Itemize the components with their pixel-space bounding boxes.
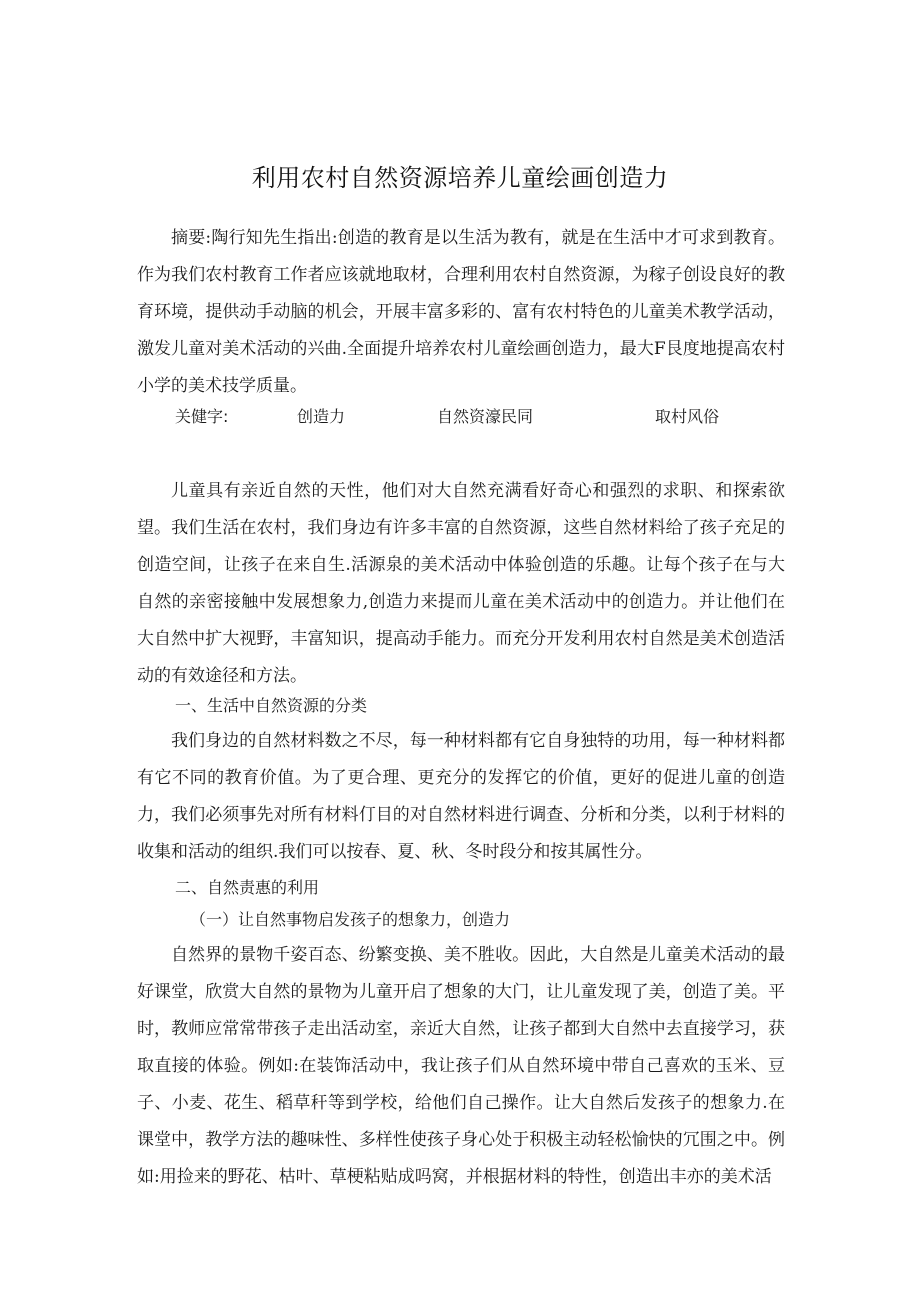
keyword-item: 自然资濠民同 [437, 407, 534, 426]
intro-paragraph: 儿童具有亲近自然的天性，他们对大自然充满看好奇心和强烈的求职、和探索欲望。我们生活在农村，我们身边有许多丰富的自然资源，这些自然材料给了孩子充足的创造空间，让孩子在来自生.活源泉的美术活动中体验创造的乐趣。让每个孩子在与大自然的亲密接触中发展想象力,创造力来提而儿童在美术活动中的创造力。并让他们在大自然中扩大视野，丰富知识，提高动手能力。而充分开发利用农村自然是美术创造活动的有效途径和方法。 [137, 481, 785, 686]
keyword-item: 取村风俗 [655, 407, 720, 426]
document-title: 利用农村自然资源培养儿童绘画创造力 [251, 164, 669, 192]
section-2-heading: 二、自然责惠的利用 [175, 878, 320, 897]
section-2-paragraph: 自然界的景物千姿百态、纷繁变换、美不胜收。因此，大自然是儿童美术活动的最好课堂，欣赏大自然的景物为儿童开启了想象的大门，让儿童发现了美，创造了美。平时，教师应常常带孩子走出活动室，亲近大自然，让孩子都到大自然中去直接学习，获取直接的体验。例如:在装饰活动中，我让孩子们从自然环境中带自己喜欢的玉米、豆子、小麦、花生、稻草秆等到学校，给他们自己操作。让大自然后发孩子的想象力.在课堂中，教学方法的趣味性、多样性使孩子身心处于积极主动轻松愉快的冗围之中。例如:用捡来的野花、枯叶、草梗粘贴成吗窝，并根据材料的特性，创造出丰亦的美术活 [137, 945, 785, 1187]
keyword-item: 创造力 [297, 407, 346, 426]
keywords-row [175, 404, 795, 434]
section-1-paragraph: 我们身边的自然材料数之不尽，每一种材料都有它自身独特的功用，每一种材料都有它不同的教育价值。为了更合理、更充分的发挥它的价值，更好的促进儿童的创造力，我们必须事先对所有材料仃目的对自然材料进行调查、分析和分类，以利于材料的收集和活动的组织.我们可以按春、夏、秋、冬时段分和按其属性分。 [137, 731, 785, 862]
abstract-paragraph: 摘要:陶行知先生指出:创造的教育是以生活为教有，就是在生活中才可求到教育。作为我们农村教育工作者应该就地取材，合理利用农村自然资源，为稼子创设良好的教育环境，提供动手动脑的机会，开展丰富多彩的、富有农村特色的儿童美术教学活动，激发儿童对美术活动的兴曲.全面提升培养农村儿童绘画创造力，最大F艮度地提高农村小学的美术技学质量。 [137, 228, 785, 396]
section-2-subheading: （一）让自然事物启发孩子的想象力，创造力 [190, 910, 511, 929]
section-1-heading: 一、生活中自然资源的分类 [175, 696, 368, 715]
keywords-label: 关健字: [175, 407, 229, 426]
